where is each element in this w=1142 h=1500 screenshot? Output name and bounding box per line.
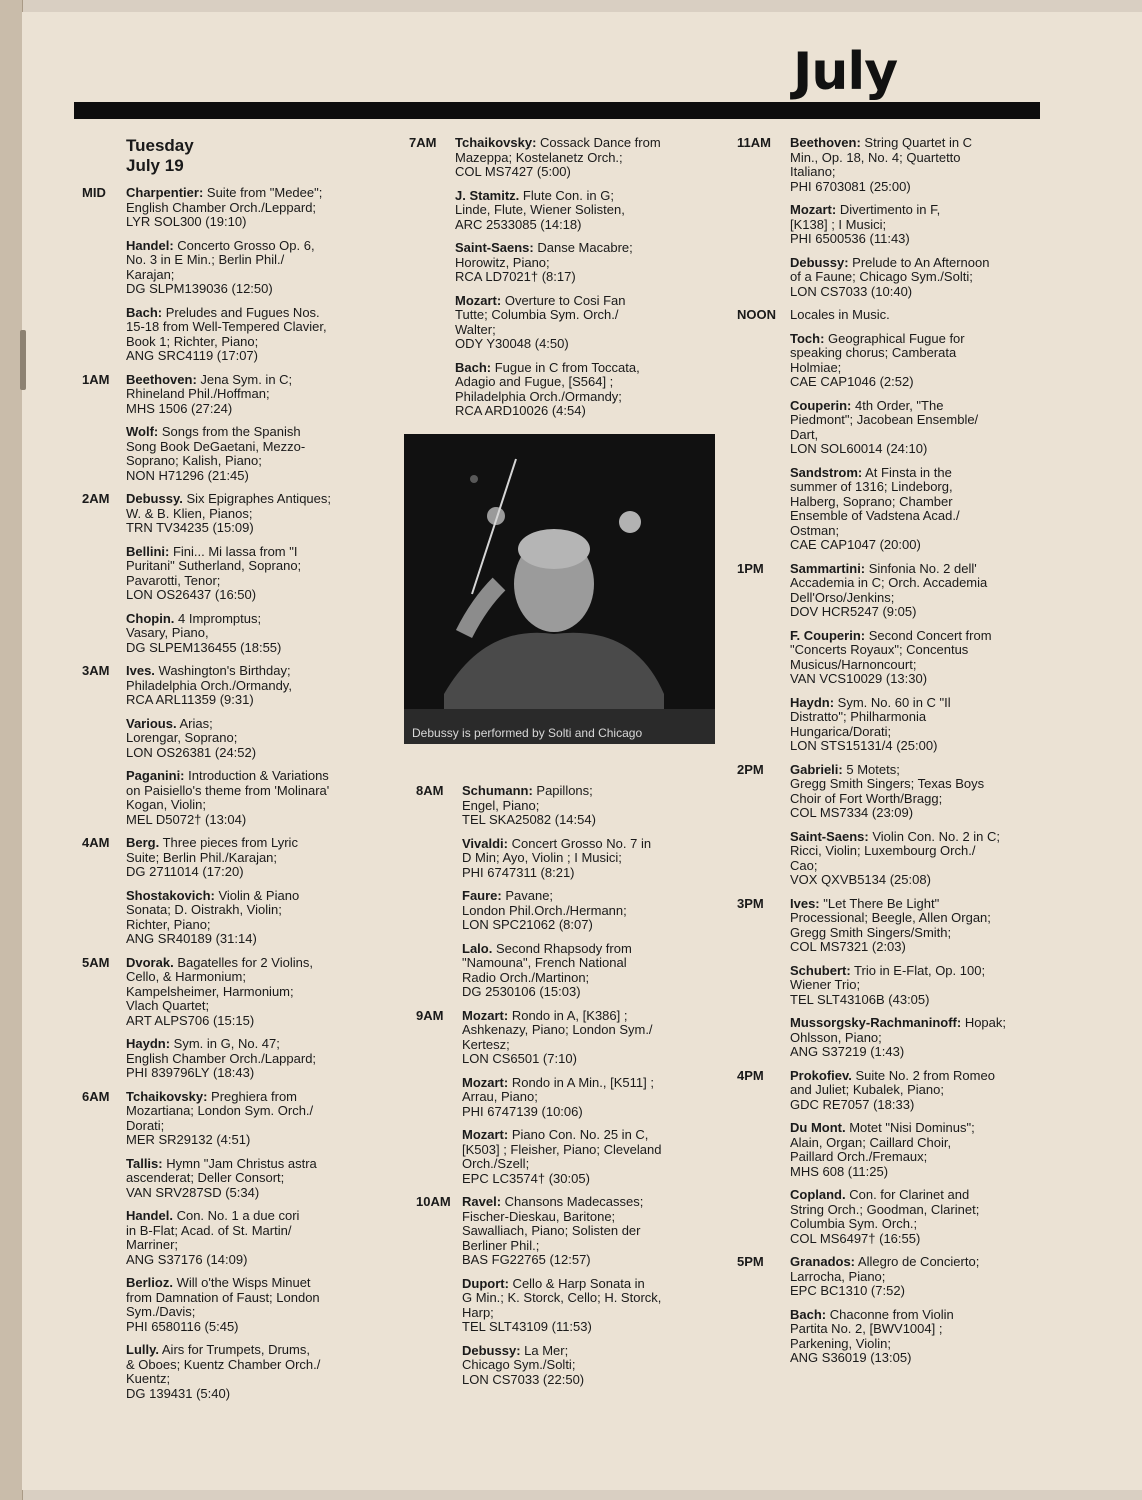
header-rule xyxy=(74,102,1040,119)
program-entry xyxy=(126,836,382,880)
composer-name: Chopin. xyxy=(126,610,175,626)
time-label: 7AM xyxy=(409,135,437,150)
program-entry xyxy=(790,629,1037,687)
time-slot xyxy=(82,186,382,364)
program-entry xyxy=(126,1090,382,1148)
composer-name: Vivaldi: xyxy=(462,835,509,851)
program-details: Concert Grosso No. 7 in D Min; Ayo, Violin ; I Musici; PHI 6747311 (8:21) xyxy=(462,835,652,880)
time-slot xyxy=(82,836,382,947)
program-details: "Let There Be Light" Processional; Beegle, Allen Organ; Gregg Smith Singers/Smith; COL MS7321 (2:03) xyxy=(790,895,991,954)
program-details: 5 Motets; Gregg Smith Singers; Texas Boys Choir of Fort Worth/Bragg; COL MS7334 (23:09) xyxy=(790,761,985,820)
program-entry xyxy=(790,256,1037,300)
composer-name: Lully. xyxy=(126,1342,159,1357)
day-heading xyxy=(126,136,382,176)
composer-name: Duport: xyxy=(462,1275,509,1291)
schedule-column-2-bottom xyxy=(416,784,716,1396)
composer-name: Schumann: xyxy=(462,783,533,798)
program-entry xyxy=(790,897,1037,955)
program-entry xyxy=(790,562,1037,620)
composer-name: Faure: xyxy=(462,888,502,903)
program-details: Chaconne from Violin Partita No. 2, [BWV1004] ; Parkening, Violin; ANG S36019 (13:05) xyxy=(790,1306,954,1365)
program-details: Allegro de Concierto; Larrocha, Piano; EPC BC1310 (7:52) xyxy=(790,1254,980,1298)
program-details: Three pieces from Lyric Suite; Berlin Phil./Karajan; DG 2711014 (17:20) xyxy=(126,835,298,879)
program-details: Arias; Lorengar, Soprano; LON OS26381 (24:52) xyxy=(126,715,257,760)
program-entry xyxy=(455,361,709,419)
composer-name: J. Stamitz. xyxy=(455,187,520,203)
time-slot xyxy=(82,1090,382,1402)
composer-name: Copland. xyxy=(790,1187,846,1202)
program-details: 4th Order, "The Piedmont"; Jacobean Ensemble/ Dart, LON SOL60014 (24:10) xyxy=(790,397,979,456)
photo-caption: Debussy is performed by Solti and Chicago xyxy=(412,726,643,740)
program-entry xyxy=(126,1157,382,1201)
composer-name: Sammartini: xyxy=(790,560,866,576)
time-label: MID xyxy=(82,185,106,200)
time-label: 3PM xyxy=(737,895,764,911)
conductor-photo xyxy=(404,434,715,744)
program-details: Will o'the Wisps Minuet from Damnation of Faust; London Sym./Davis; PHI 6580116 (5:45) xyxy=(126,1275,320,1334)
program-entry xyxy=(462,837,716,881)
time-label: 4AM xyxy=(82,835,110,850)
composer-name: Tchaikovsky: xyxy=(455,135,537,150)
composer-name: Mozart: xyxy=(462,1074,509,1090)
program-details: Sym. in G, No. 47; English Chamber Orch./Lappard; PHI 839796LY (18:43) xyxy=(126,1036,317,1080)
program-entry xyxy=(126,239,382,297)
time-label: 2AM xyxy=(82,491,110,506)
composer-name: Handel: xyxy=(126,237,174,253)
program-entry xyxy=(790,332,1037,390)
program-entry xyxy=(790,964,1037,1008)
program-details: Violin & Piano Sonata; D. Oistrakh, Violin; Richter, Piano; ANG SR40189 (31:14) xyxy=(126,887,300,946)
time-slot xyxy=(737,136,1037,299)
time-slot xyxy=(82,492,382,655)
day-date: July 19 xyxy=(126,156,184,175)
composer-name: Haydn: xyxy=(126,1036,171,1051)
program-details: Preghiera from Mozartiana; London Sym. Orch./ Dorati; MER SR29132 (4:51) xyxy=(126,1088,314,1147)
composer-name: Various. xyxy=(126,715,177,731)
program-entry xyxy=(462,1195,716,1268)
program-details: Hymn "Jam Christus astra ascenderat; Deller Consort; VAN SRV287SD (5:34) xyxy=(126,1155,317,1200)
program-entry xyxy=(126,1209,382,1267)
program-entry xyxy=(455,189,709,233)
program-details: Rondo in A Min., [K511] ; Arrau, Piano; PHI 6747139 (10:06) xyxy=(462,1074,654,1119)
time-slot xyxy=(409,136,709,419)
composer-name: Sandstrom: xyxy=(790,464,863,480)
composer-name: Saint-Saens: xyxy=(455,240,534,255)
time-slot xyxy=(737,897,1037,1060)
program-details: Overture to Cosi Fan Tutte; Columbia Sym. Orch./ Walter; ODY Y30048 (4:50) xyxy=(455,292,626,351)
composer-name: Bach: xyxy=(790,1306,827,1322)
program-details: Bagatelles for 2 Violins, Cello, & Harmonium; Kampelsheimer, Harmonium; Vlach Quartet; ART ALPS706 (15:15) xyxy=(126,954,313,1028)
program-entry xyxy=(455,294,709,352)
program-details: Introduction & Variations on Paisiello's theme from 'Molinara' Kogan, Violin; MEL D5072† (13:04) xyxy=(126,768,330,827)
composer-name: Granados: xyxy=(790,1254,856,1269)
program-details: Chansons Madecasses; Fischer-Dieskau, Baritone; Sawalliach, Piano; Solisten der Berliner Phil.; BAS FG22765 (12:57) xyxy=(462,1194,644,1267)
program-details: Con. for Clarinet and String Orch.; Goodman, Clarinet; Columbia Sym. Orch.; COL MS6497† (16:55) xyxy=(790,1187,980,1246)
program-details: Fugue in C from Toccata, Adagio and Fugue, [S564] ; Philadelphia Orch./Ormandy; RCA ARD10026 (4:54) xyxy=(455,359,640,418)
time-label: 8AM xyxy=(416,783,444,798)
program-details: Rondo in A, [K386] ; Ashkenazy, Piano; London Sym./ Kertesz; LON CS6501 (7:10) xyxy=(462,1007,653,1066)
program-entry xyxy=(462,1076,716,1120)
composer-name: F. Couperin: xyxy=(790,627,866,643)
program-entry xyxy=(790,1188,1037,1246)
program-entry xyxy=(790,399,1037,457)
composer-name: Tchaikovsky: xyxy=(126,1088,208,1104)
program-entry xyxy=(462,889,716,933)
composer-name: Ravel: xyxy=(462,1194,502,1209)
program-entry xyxy=(790,1308,1037,1366)
program-entry xyxy=(790,308,1037,323)
program-entry xyxy=(126,1343,382,1401)
time-slot xyxy=(737,763,1037,888)
program-entry xyxy=(126,664,382,708)
schedule-column-1 xyxy=(82,136,382,1410)
program-entry xyxy=(462,1009,716,1067)
program-details: Motet "Nisi Dominus"; Alain, Organ; Caillard Choir, Paillard Orch./Fremaux; MHS 608 (11:25) xyxy=(790,1120,975,1179)
composer-name: Mozart: xyxy=(790,202,837,217)
composer-name: Ives: xyxy=(790,895,820,911)
program-entry xyxy=(462,1344,716,1388)
time-label: 1AM xyxy=(82,371,110,387)
program-entry xyxy=(126,425,382,483)
program-details: Preludes and Fugues Nos. 15-18 from Well-Tempered Clavier, Book 1; Richter, Piano; ANG SRC4119 (17:07) xyxy=(126,304,327,363)
composer-name: Lalo. xyxy=(462,940,493,956)
composer-name: Paganini: xyxy=(126,768,185,783)
program-details: Songs from the Spanish Song Book DeGaetani, Mezzo- Soprano; Kalish, Piano; NON H71296 (21:45) xyxy=(126,424,306,483)
composer-name: Charpentier: xyxy=(126,185,204,200)
time-label: 2PM xyxy=(737,761,764,777)
program-entry xyxy=(126,956,382,1029)
schedule-column-3 xyxy=(737,136,1037,1375)
composer-name: Bellini: xyxy=(126,543,170,559)
program-details: Hopak; Ohlsson, Piano; ANG S37219 (1:43) xyxy=(790,1015,1007,1059)
time-slot xyxy=(416,1195,716,1387)
program-entry xyxy=(126,612,382,656)
time-label: NOON xyxy=(737,307,776,322)
composer-name: Mozart: xyxy=(455,292,502,308)
time-slot xyxy=(82,664,382,827)
program-entry xyxy=(455,241,709,285)
program-details: Pavane; London Phil.Orch./Hermann; LON SPC21062 (8:07) xyxy=(462,888,627,932)
time-slot xyxy=(737,562,1037,754)
composer-name: Debussy: xyxy=(790,254,849,270)
composer-name: Debussy: xyxy=(462,1342,521,1358)
composer-name: Beethoven: xyxy=(790,135,861,150)
composer-name: Toch: xyxy=(790,330,825,346)
composer-name: Wolf: xyxy=(126,424,159,439)
composer-name: Berg. xyxy=(126,835,160,850)
schedule-column-2-top xyxy=(409,136,709,428)
composer-name: Ives. xyxy=(126,663,155,678)
time-slot xyxy=(737,308,1037,553)
program-entry xyxy=(126,889,382,947)
program-entry xyxy=(126,492,382,536)
composer-name: Couperin: xyxy=(790,397,852,413)
time-slot xyxy=(737,1255,1037,1366)
composer-name: Saint-Saens: xyxy=(790,828,869,844)
time-slot xyxy=(82,956,382,1081)
composer-name: Du Mont. xyxy=(790,1120,846,1135)
program-details: At Finsta in the summer of 1316; Lindeborg, Halberg, Soprano; Chamber Ensemble of Vadstena Acad./ Ostman; CAE CAP1047 (20:00) xyxy=(790,464,960,552)
program-details: Flute Con. in G; Linde, Flute, Wiener Solisten, ARC 2533085 (14:18) xyxy=(455,187,625,232)
composer-name: Bach: xyxy=(455,359,492,375)
program-entry xyxy=(790,1016,1037,1060)
month-header: July xyxy=(793,42,898,102)
program-entry xyxy=(790,1069,1037,1113)
program-entry xyxy=(455,136,709,180)
composer-name: Haydn: xyxy=(790,694,835,710)
program-details: Sinfonia No. 2 dell' Accademia in C; Orch. Accademia Dell'Orso/Jenkins; DOV HCR5247 (9:05) xyxy=(790,560,988,619)
program-details: Cossack Dance from Mazeppa; Kostelanetz Orch.; COL MS7427 (5:00) xyxy=(455,135,661,179)
program-details: 4 Impromptus; Vasary, Piano, DG SLPEM136455 (18:55) xyxy=(126,610,282,655)
composer-name: Gabrieli: xyxy=(790,761,843,777)
time-slot xyxy=(416,1009,716,1187)
program-details: Geographical Fugue for speaking chorus; Camberata Holmiae; CAE CAP1046 (2:52) xyxy=(790,330,965,389)
program-details: Second Rhapsody from "Namouna", French National Radio Orch./Martinon; DG 2530106 (15:03) xyxy=(462,940,632,999)
program-entry xyxy=(462,1128,716,1186)
program-entry xyxy=(126,186,382,230)
time-label: 9AM xyxy=(416,1007,444,1023)
composer-name: Beethoven: xyxy=(126,371,197,387)
binding-spine xyxy=(0,0,23,1500)
time-label: 10AM xyxy=(416,1194,451,1209)
staple xyxy=(20,330,26,390)
program-entry xyxy=(790,203,1037,247)
conductor-illustration xyxy=(404,434,715,744)
program-entry xyxy=(126,1276,382,1334)
time-label: 1PM xyxy=(737,560,764,576)
time-label: 11AM xyxy=(737,135,771,150)
program-details: Papillons; Engel, Piano; TEL SKA25082 (14:54) xyxy=(462,783,596,827)
time-slot xyxy=(82,373,382,484)
program-entry xyxy=(126,306,382,364)
composer-name: Shostakovich: xyxy=(126,887,215,903)
composer-name: Mozart: xyxy=(462,1007,509,1023)
program-entry xyxy=(790,830,1037,888)
time-label: 5PM xyxy=(737,1254,764,1269)
program-entry xyxy=(790,466,1037,553)
program-entry xyxy=(790,696,1037,754)
composer-name: Tallis: xyxy=(126,1155,163,1171)
program-entry xyxy=(790,136,1037,194)
program-entry xyxy=(462,942,716,1000)
composer-name: Dvorak. xyxy=(126,954,174,970)
composer-name: Mussorgsky-Rachmaninoff: xyxy=(790,1015,962,1030)
composer-name: Schubert: xyxy=(790,962,851,978)
program-details: Fini... Mi lassa from "I Puritani" Sutherland, Soprano; Pavarotti, Tenor; LON OS26437 (16:50) xyxy=(126,543,302,602)
program-details: Con. No. 1 a due cori in B-Flat; Acad. of St. Martin/ Marriner; ANG S37176 (14:09) xyxy=(126,1208,300,1267)
program-details: Piano Con. No. 25 in C, [K503] ; Fleisher, Piano; Cleveland Orch./Szell; EPC LC3574† (30:05) xyxy=(462,1127,662,1186)
program-details: Six Epigraphes Antiques; W. & B. Klien, Pianos; TRN TV34235 (15:09) xyxy=(126,491,331,535)
composer-name: Bach: xyxy=(126,304,163,320)
program-entry xyxy=(790,763,1037,821)
composer-name: Handel. xyxy=(126,1208,173,1223)
program-entry xyxy=(462,784,716,828)
composer-name: Mozart: xyxy=(462,1127,509,1142)
program-details: Suite No. 2 from Romeo and Juliet; Kubalek, Piano; GDC RE7057 (18:33) xyxy=(790,1067,995,1112)
time-slot xyxy=(416,784,716,1000)
time-label: 4PM xyxy=(737,1067,764,1083)
program-details: Suite from "Medee"; English Chamber Orch./Leppard; LYR SOL300 (19:10) xyxy=(126,185,323,229)
program-details: Trio in E-Flat, Op. 100; Wiener Trio; TEL SLT43106B (43:05) xyxy=(790,962,986,1007)
composer-name: Debussy. xyxy=(126,491,183,506)
program-entry xyxy=(790,1121,1037,1179)
time-slot xyxy=(737,1069,1037,1247)
composer-name: Berlioz. xyxy=(126,1275,173,1290)
day-name: Tuesday xyxy=(126,136,194,155)
program-entry xyxy=(126,545,382,603)
program-details: Second Concert from "Concerts Royaux"; Concentus Musicus/Harnoncourt; VAN VCS10029 (13:30) xyxy=(790,627,992,686)
time-label: 6AM xyxy=(82,1088,110,1104)
composer-name: Prokofiev. xyxy=(790,1067,852,1083)
program-details: Danse Macabre; Horowitz, Piano; RCA LD7021† (8:17) xyxy=(455,240,633,284)
program-details: Divertimento in F, [K138] ; I Musici; PHI 6500536 (11:43) xyxy=(790,202,941,246)
program-entry xyxy=(462,1277,716,1335)
program-details: Jena Sym. in C; Rhineland Phil./Hoffman; MHS 1506 (27:24) xyxy=(126,371,293,416)
program-entry xyxy=(126,769,382,827)
program-entry xyxy=(126,373,382,417)
program-entry xyxy=(126,717,382,761)
time-label: 5AM xyxy=(82,954,110,970)
program-details: Concerto Grosso Op. 6, No. 3 in E Min.; Berlin Phil./ Karajan; DG SLPM139036 (12:50) xyxy=(126,237,315,296)
program-details: Prelude to An Afternoon of a Faune; Chicago Sym./Solti; LON CS7033 (10:40) xyxy=(790,254,990,299)
program-details: Cello & Harp Sonata in G Min.; K. Storck, Cello; H. Storck, Harp; TEL SLT43109 (11:53) xyxy=(462,1275,662,1334)
program-details: Violin Con. No. 2 in C; Ricci, Violin; Luxembourg Orch./ Cao; VOX QXVB5134 (25:08) xyxy=(790,828,1001,887)
time-label: 3AM xyxy=(82,663,110,678)
program-entry xyxy=(126,1037,382,1081)
program-details: La Mer; Chicago Sym./Solti; LON CS7033 (22:50) xyxy=(462,1342,585,1387)
program-entry xyxy=(790,1255,1037,1299)
program-details: Airs for Trumpets, Drums, & Oboes; Kuentz Chamber Orch./ Kuentz; DG 139431 (5:40) xyxy=(126,1342,321,1401)
program-details: Sym. No. 60 in C "Il Distratto"; Philharmonia Hungarica/Dorati; LON STS15131/4 (25:00) xyxy=(790,694,951,753)
program-details: Washington's Birthday; Philadelphia Orch./Ormandy, RCA ARL11359 (9:31) xyxy=(126,663,292,707)
program-details: String Quartet in C Min., Op. 18, No. 4; Quartetto Italiano; PHI 6703081 (25:00) xyxy=(790,135,973,194)
program-details: Locales in Music. xyxy=(790,307,890,322)
